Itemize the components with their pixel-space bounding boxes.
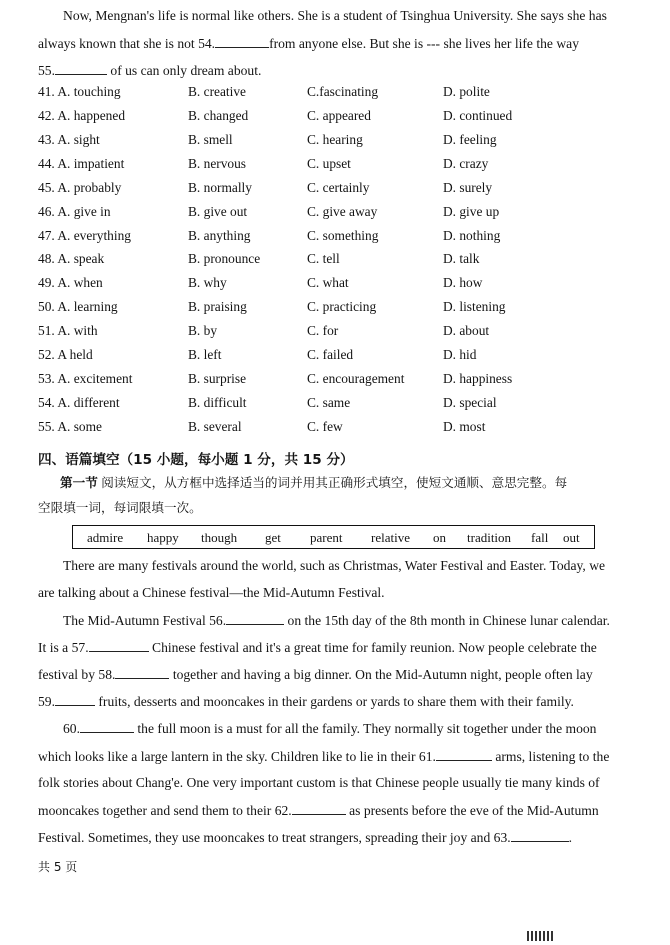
text: as presents before the eve of the Mid-Autumn xyxy=(349,803,599,818)
option-a[interactable]: 48. A. speak xyxy=(38,251,105,266)
word-option[interactable]: happy xyxy=(147,530,179,545)
text: of us can only dream about. xyxy=(110,63,262,78)
option-b[interactable]: B. changed xyxy=(188,108,249,123)
passage1-line3 xyxy=(38,62,628,79)
option-b[interactable]: B. praising xyxy=(188,299,247,314)
part-label: 第一节 xyxy=(60,475,98,490)
text: which looks like a large lantern in the sky. Children like to lie in their 61. xyxy=(38,749,436,764)
option-a[interactable]: 52. A held xyxy=(38,347,93,362)
option-c[interactable]: C. encouragement xyxy=(307,371,405,386)
text: are talking about a Chinese festival—the Mid-Autumn Festival. xyxy=(38,585,385,600)
option-b[interactable]: B. surprise xyxy=(188,371,247,386)
option-c[interactable]: C. something xyxy=(307,228,379,243)
option-b[interactable]: B. why xyxy=(188,275,227,290)
passage2-p3-line2 xyxy=(38,748,628,765)
text: It is a 57. xyxy=(38,640,89,655)
option-d[interactable]: D. most xyxy=(443,419,486,434)
option-d[interactable]: D. about xyxy=(443,323,490,338)
option-d[interactable]: D. polite xyxy=(443,84,490,99)
answer-blank-55[interactable] xyxy=(55,62,107,75)
text: fruits, desserts and mooncakes in their gardens or yards to share them with their family. xyxy=(98,694,574,709)
option-d[interactable]: D. give up xyxy=(443,204,500,219)
passage2-p3-line5 xyxy=(38,829,628,846)
passage2-p3-line4 xyxy=(38,802,628,819)
option-b[interactable]: B. creative xyxy=(188,84,246,99)
word-option[interactable]: though xyxy=(201,530,238,545)
passage2-p2-line1 xyxy=(63,612,628,629)
option-a[interactable]: 44. A. impatient xyxy=(38,156,125,171)
text: always known that she is not 54. xyxy=(38,36,216,51)
answer-blank-56[interactable] xyxy=(226,612,284,625)
option-d[interactable]: D. how xyxy=(443,275,483,290)
option-a[interactable]: 51. A. with xyxy=(38,323,98,338)
option-c[interactable]: C. for xyxy=(307,323,339,338)
option-c[interactable]: C. failed xyxy=(307,347,354,362)
option-d[interactable]: D. special xyxy=(443,395,497,410)
option-c[interactable]: C. what xyxy=(307,275,349,290)
answer-blank-59[interactable] xyxy=(55,693,95,706)
text: together and having a big dinner. On the Mid-Autumn night, people often lay xyxy=(172,667,593,682)
option-c[interactable]: C. hearing xyxy=(307,132,363,147)
text: Festival. Sometimes, they use mooncakes to treat strangers, spreading their joy and 63. xyxy=(38,830,511,845)
option-b[interactable]: B. smell xyxy=(188,132,233,147)
option-a[interactable]: 55. A. some xyxy=(38,419,102,434)
option-d[interactable]: D. crazy xyxy=(443,156,489,171)
option-c[interactable]: C. tell xyxy=(307,251,340,266)
word-option[interactable]: tradition xyxy=(467,530,512,545)
answer-blank-61[interactable] xyxy=(436,748,492,761)
section4-instruction-2 xyxy=(38,500,628,516)
option-a[interactable]: 42. A. happened xyxy=(38,108,126,123)
option-d[interactable]: D. feeling xyxy=(443,132,497,147)
option-d[interactable]: D. happiness xyxy=(443,371,513,386)
option-d[interactable]: D. talk xyxy=(443,251,480,266)
text: from anyone else. But she is --- she lives her life the way xyxy=(269,36,579,51)
section4-instruction-1 xyxy=(60,475,628,491)
word-option[interactable]: fall xyxy=(531,530,549,545)
option-d[interactable]: D. continued xyxy=(443,108,513,123)
option-b[interactable]: B. left xyxy=(188,347,222,362)
option-a[interactable]: 47. A. everything xyxy=(38,228,131,243)
passage2-p3-line1 xyxy=(63,720,628,737)
text: The Mid-Autumn Festival 56. xyxy=(63,613,227,628)
page-count: 共 5 页 xyxy=(38,860,78,874)
answer-blank-63[interactable] xyxy=(511,829,569,842)
text: festival by 58. xyxy=(38,667,116,682)
instruction-text: 空限填一词，每词限填一次。 xyxy=(38,500,202,515)
passage2-p1-line2 xyxy=(38,585,628,601)
word-option[interactable]: on xyxy=(433,530,446,545)
option-c[interactable]: C. practicing xyxy=(307,299,377,314)
option-a[interactable]: 43. A. sight xyxy=(38,132,100,147)
option-a[interactable]: 41. A. touching xyxy=(38,84,121,99)
option-b[interactable]: B. nervous xyxy=(188,156,247,171)
text: 60. xyxy=(63,721,80,736)
option-a[interactable]: 53. A. excitement xyxy=(38,371,133,386)
option-c[interactable]: C. give away xyxy=(307,204,378,219)
text: mooncakes together and send them to their 62. xyxy=(38,803,292,818)
option-d[interactable]: D. nothing xyxy=(443,228,501,243)
option-c[interactable]: C. few xyxy=(307,419,343,434)
answer-blank-57[interactable] xyxy=(89,639,149,652)
option-a[interactable]: 49. A. when xyxy=(38,275,103,290)
text: 55. xyxy=(38,63,55,78)
option-d[interactable]: D. surely xyxy=(443,180,493,195)
option-b[interactable]: B. difficult xyxy=(188,395,247,410)
answer-blank-60[interactable] xyxy=(80,720,134,733)
text: Now, Mengnan's life is normal like others. She is a student of Tsinghua University. She says she has xyxy=(63,8,607,23)
instruction-text: 阅读短文，从方框中选择适当的词并用其正确形式填空，使短文通顺、意思完整。每 xyxy=(101,475,568,490)
passage2-p2-line3 xyxy=(38,666,628,683)
answer-blank-58[interactable] xyxy=(115,666,169,679)
text: There are many festivals around the world, such as Christmas, Water Festival and Easter. Today, we xyxy=(63,558,606,573)
word-option[interactable]: relative xyxy=(371,530,410,545)
option-a[interactable]: 46. A. give in xyxy=(38,204,111,219)
passage2-p3-line3 xyxy=(38,775,628,791)
text: . xyxy=(568,830,573,845)
scan-mark-icon xyxy=(527,931,553,941)
option-b[interactable]: B. by xyxy=(188,323,218,338)
option-b[interactable]: B. pronounce xyxy=(188,251,261,266)
text: 59. xyxy=(38,694,55,709)
text: arms, listening to the xyxy=(495,749,610,764)
option-d[interactable]: D. hid xyxy=(443,347,477,362)
option-b[interactable]: B. anything xyxy=(188,228,251,243)
option-c[interactable]: C. upset xyxy=(307,156,351,171)
word-option[interactable]: parent xyxy=(310,530,343,545)
word-box xyxy=(72,525,595,549)
option-b[interactable]: B. normally xyxy=(188,180,252,195)
option-b[interactable]: B. give out xyxy=(188,204,248,219)
text: folk stories about Chang'e. One very important custom is that Chinese people usually tie many kinds of xyxy=(38,775,600,790)
answer-blank-62[interactable] xyxy=(292,802,346,815)
option-c[interactable]: C. same xyxy=(307,395,351,410)
word-option[interactable]: admire xyxy=(87,530,124,545)
text: the full moon is a must for all the family. They normally sit together under the moon xyxy=(137,721,597,736)
answer-blank-54[interactable] xyxy=(215,35,269,48)
passage2-p2-line4 xyxy=(38,693,628,710)
option-a[interactable]: 50. A. learning xyxy=(38,299,118,314)
passage2-p2-line2 xyxy=(38,639,628,656)
option-c[interactable]: C.fascinating xyxy=(307,84,379,99)
option-a[interactable]: 54. A. different xyxy=(38,395,120,410)
option-a[interactable]: 45. A. probably xyxy=(38,180,122,195)
passage2-p1-line1 xyxy=(63,558,628,574)
option-d[interactable]: D. listening xyxy=(443,299,506,314)
passage1-line1 xyxy=(63,8,628,24)
text: Chinese festival and it's a great time for family reunion. Now people celebrate the xyxy=(152,640,597,655)
option-b[interactable]: B. several xyxy=(188,419,242,434)
passage1-line2 xyxy=(38,35,628,52)
option-c[interactable]: C. certainly xyxy=(307,180,370,195)
section4-title: 四、语篇填空（15 小题，每小题 1 分，共 15 分） xyxy=(38,452,354,468)
word-option[interactable]: out xyxy=(563,530,580,545)
text: on the 15th day of the 8th month in Chinese lunar calendar. xyxy=(287,613,610,628)
word-option[interactable]: get xyxy=(265,530,281,545)
option-c[interactable]: C. appeared xyxy=(307,108,371,123)
